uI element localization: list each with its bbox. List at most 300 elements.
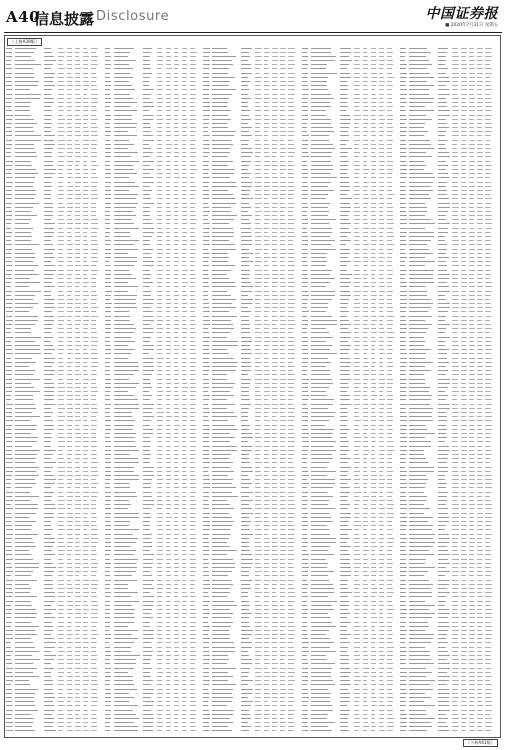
table-cell bbox=[67, 684, 72, 685]
table-cell bbox=[182, 228, 186, 229]
table-cell bbox=[44, 228, 54, 229]
table-cell bbox=[6, 207, 11, 208]
table-cell bbox=[105, 622, 111, 623]
table-cell bbox=[166, 487, 171, 488]
table-cell bbox=[15, 609, 36, 610]
table-cell bbox=[190, 534, 197, 535]
table-cell bbox=[67, 316, 72, 317]
table-cell bbox=[6, 148, 11, 149]
table-cell bbox=[15, 320, 38, 321]
table-cell bbox=[272, 379, 277, 380]
table-cell bbox=[6, 77, 11, 78]
table-cell bbox=[58, 173, 63, 174]
table-cell bbox=[363, 169, 369, 170]
table-cell bbox=[143, 642, 152, 643]
table-cell bbox=[44, 705, 54, 706]
table-cell bbox=[190, 81, 197, 82]
table-cell bbox=[212, 454, 230, 455]
table-cell bbox=[105, 458, 110, 459]
table-cell bbox=[105, 140, 110, 141]
table-cell bbox=[280, 425, 285, 426]
table-cell bbox=[83, 492, 89, 493]
table-cell bbox=[75, 295, 80, 296]
table-cell bbox=[354, 236, 360, 237]
table-cell bbox=[387, 232, 393, 233]
table-cell bbox=[58, 282, 64, 283]
table-cell bbox=[371, 98, 377, 99]
table-cell bbox=[354, 48, 361, 49]
table-cell bbox=[15, 676, 39, 677]
table-cell bbox=[143, 487, 151, 488]
table-cell bbox=[166, 85, 172, 86]
table-cell bbox=[280, 194, 285, 195]
table-cell bbox=[288, 60, 294, 61]
table-cell bbox=[91, 651, 96, 652]
table-cell bbox=[91, 638, 96, 639]
table-cell bbox=[272, 601, 277, 602]
table-cell bbox=[83, 207, 88, 208]
table-cell bbox=[44, 542, 55, 543]
table-cell bbox=[174, 379, 178, 380]
table-cell bbox=[182, 135, 187, 136]
table-cell bbox=[264, 395, 270, 396]
table-cell bbox=[114, 64, 130, 65]
table-cell bbox=[241, 454, 249, 455]
table-cell bbox=[58, 345, 64, 346]
table-cell bbox=[67, 102, 72, 103]
table-cell bbox=[311, 303, 329, 304]
table-cell bbox=[190, 622, 196, 623]
table-cell bbox=[75, 73, 80, 74]
table-cell bbox=[280, 77, 285, 78]
table-cell bbox=[15, 295, 35, 296]
table-cell bbox=[174, 332, 179, 333]
table-cell bbox=[83, 94, 87, 95]
table-cell bbox=[166, 291, 171, 292]
table-cell bbox=[272, 156, 276, 157]
table-cell bbox=[311, 106, 332, 107]
table-cell bbox=[75, 282, 80, 283]
table-cell bbox=[340, 299, 349, 300]
table-cell bbox=[212, 207, 231, 208]
table-cell bbox=[91, 693, 97, 694]
table-cell bbox=[15, 580, 37, 581]
table-cell bbox=[83, 165, 87, 166]
table-cell bbox=[311, 228, 333, 229]
table-cell bbox=[354, 186, 360, 187]
table-cell bbox=[174, 529, 179, 530]
issue-date: ■ 2020年7月31日 星期五 bbox=[445, 23, 498, 28]
table-cell bbox=[354, 77, 361, 78]
table-cell bbox=[288, 575, 294, 576]
table-cell bbox=[83, 529, 87, 530]
table-cell bbox=[288, 265, 295, 266]
table-cell bbox=[105, 416, 111, 417]
table-cell bbox=[58, 550, 65, 551]
table-cell bbox=[241, 642, 252, 643]
table-cell bbox=[272, 274, 278, 275]
table-cell bbox=[212, 425, 235, 426]
table-cell bbox=[6, 441, 12, 442]
table-cell bbox=[83, 634, 87, 635]
table-cell bbox=[143, 98, 150, 99]
table-cell bbox=[15, 475, 39, 476]
table-cell bbox=[157, 282, 163, 283]
table-cell bbox=[114, 672, 129, 673]
table-cell bbox=[190, 684, 196, 685]
table-cell bbox=[288, 303, 295, 304]
table-cell bbox=[264, 316, 268, 317]
table-cell bbox=[143, 571, 151, 572]
table-cell bbox=[203, 48, 210, 49]
table-cell bbox=[190, 655, 196, 656]
table-cell bbox=[83, 487, 89, 488]
table-cell bbox=[15, 379, 40, 380]
table-cell bbox=[105, 349, 112, 350]
table-cell bbox=[114, 513, 140, 514]
table-cell bbox=[83, 52, 88, 53]
table-cell bbox=[15, 550, 29, 551]
table-cell bbox=[203, 135, 210, 136]
table-cell bbox=[15, 56, 31, 57]
table-cell bbox=[255, 630, 261, 631]
table-cell bbox=[91, 404, 97, 405]
table-cell bbox=[203, 182, 209, 183]
table-cell bbox=[272, 102, 278, 103]
table-cell bbox=[83, 626, 87, 627]
table-cell bbox=[6, 655, 11, 656]
table-cell bbox=[157, 295, 162, 296]
table-cell bbox=[143, 659, 151, 660]
table-cell bbox=[83, 588, 88, 589]
table-cell bbox=[340, 98, 349, 99]
table-cell bbox=[15, 404, 35, 405]
table-cell bbox=[288, 110, 295, 111]
table-cell bbox=[174, 580, 180, 581]
table-cell bbox=[203, 663, 209, 664]
table-cell bbox=[174, 404, 180, 405]
table-cell bbox=[212, 286, 236, 287]
table-cell bbox=[143, 169, 155, 170]
table-cell bbox=[174, 110, 180, 111]
table-cell bbox=[114, 85, 132, 86]
table-cell bbox=[272, 718, 277, 719]
table-cell bbox=[91, 617, 98, 618]
table-cell bbox=[288, 580, 294, 581]
table-cell bbox=[67, 580, 71, 581]
table-cell bbox=[15, 186, 33, 187]
table-cell bbox=[75, 433, 81, 434]
table-cell bbox=[387, 173, 392, 174]
table-cell bbox=[83, 257, 87, 258]
table-cell bbox=[44, 659, 54, 660]
table-cell bbox=[83, 270, 88, 271]
table-cell bbox=[255, 689, 261, 690]
table-cell bbox=[255, 387, 260, 388]
table-cell bbox=[182, 433, 187, 434]
table-cell bbox=[166, 228, 171, 229]
table-cell bbox=[91, 353, 98, 354]
table-cell bbox=[15, 483, 36, 484]
table-cell bbox=[379, 198, 384, 199]
table-cell bbox=[15, 622, 31, 623]
table-cell bbox=[212, 626, 231, 627]
table-cell bbox=[75, 98, 81, 99]
table-cell bbox=[354, 182, 359, 183]
table-cell bbox=[288, 475, 295, 476]
table-cell bbox=[272, 140, 278, 141]
table-cell bbox=[6, 249, 12, 250]
table-cell bbox=[264, 165, 270, 166]
table-cell bbox=[288, 697, 294, 698]
table-cell bbox=[6, 395, 11, 396]
table-cell bbox=[255, 563, 260, 564]
table-cell bbox=[190, 638, 196, 639]
table-cell bbox=[143, 115, 153, 116]
table-cell bbox=[264, 479, 270, 480]
table-cell bbox=[255, 232, 261, 233]
table-cell bbox=[75, 374, 81, 375]
table-cell bbox=[311, 265, 327, 266]
table-cell bbox=[67, 215, 71, 216]
table-cell bbox=[75, 588, 80, 589]
table-cell bbox=[44, 605, 51, 606]
table-cell bbox=[174, 265, 178, 266]
table-cell bbox=[166, 521, 170, 522]
table-cell bbox=[280, 244, 284, 245]
table-cell bbox=[174, 609, 179, 610]
table-cell bbox=[264, 420, 270, 421]
table-cell bbox=[143, 320, 155, 321]
table-cell bbox=[241, 697, 248, 698]
table-cell bbox=[91, 140, 97, 141]
table-cell bbox=[190, 697, 196, 698]
table-cell bbox=[166, 236, 171, 237]
table-cell bbox=[15, 140, 41, 141]
table-cell bbox=[15, 366, 29, 367]
table-cell bbox=[58, 647, 63, 648]
table-cell bbox=[58, 534, 63, 535]
table-cell bbox=[255, 446, 262, 447]
table-cell bbox=[58, 119, 65, 120]
table-cell bbox=[6, 647, 11, 648]
table-cell bbox=[157, 52, 162, 53]
table-cell bbox=[182, 693, 187, 694]
table-cell bbox=[203, 450, 209, 451]
table-cell bbox=[157, 554, 163, 555]
table-cell bbox=[264, 626, 268, 627]
table-cell bbox=[387, 135, 393, 136]
table-cell bbox=[387, 215, 393, 216]
table-cell bbox=[255, 77, 262, 78]
table-cell bbox=[67, 588, 73, 589]
table-cell bbox=[363, 232, 368, 233]
table-cell bbox=[379, 291, 385, 292]
table-cell bbox=[58, 680, 64, 681]
table-cell bbox=[354, 265, 359, 266]
table-cell bbox=[157, 441, 162, 442]
table-cell bbox=[44, 693, 54, 694]
table-cell bbox=[83, 668, 88, 669]
table-cell bbox=[157, 642, 164, 643]
table-cell bbox=[114, 261, 137, 262]
table-cell bbox=[203, 270, 208, 271]
table-cell bbox=[114, 479, 139, 480]
table-cell bbox=[75, 416, 80, 417]
table-cell bbox=[114, 546, 131, 547]
table-cell bbox=[255, 278, 262, 279]
table-cell bbox=[174, 56, 178, 57]
table-cell bbox=[203, 223, 210, 224]
table-cell bbox=[280, 517, 285, 518]
table-cell bbox=[15, 680, 29, 681]
table-cell bbox=[166, 462, 172, 463]
table-cell bbox=[354, 215, 360, 216]
table-cell bbox=[255, 274, 262, 275]
table-cell bbox=[174, 538, 179, 539]
table-cell bbox=[114, 232, 130, 233]
table-cell bbox=[174, 642, 179, 643]
table-cell bbox=[203, 408, 209, 409]
table-cell bbox=[190, 659, 196, 660]
table-cell bbox=[241, 89, 249, 90]
table-cell bbox=[280, 592, 285, 593]
table-cell bbox=[280, 391, 285, 392]
table-cell bbox=[340, 165, 348, 166]
table-cell bbox=[190, 358, 197, 359]
table-cell bbox=[75, 575, 79, 576]
table-cell bbox=[83, 617, 88, 618]
table-cell bbox=[6, 659, 11, 660]
table-cell bbox=[174, 98, 180, 99]
table-cell bbox=[272, 337, 277, 338]
table-cell bbox=[75, 605, 80, 606]
table-cell bbox=[15, 106, 30, 107]
table-cell bbox=[83, 295, 89, 296]
table-cell bbox=[15, 253, 35, 254]
table-cell bbox=[114, 366, 140, 367]
table-cell bbox=[44, 609, 56, 610]
table-cell bbox=[255, 115, 261, 116]
table-cell bbox=[203, 123, 209, 124]
table-cell bbox=[6, 270, 12, 271]
table-cell bbox=[255, 668, 262, 669]
table-cell bbox=[157, 467, 164, 468]
table-cell bbox=[311, 215, 328, 216]
table-cell bbox=[91, 131, 97, 132]
table-cell bbox=[371, 56, 376, 57]
table-cell bbox=[182, 362, 188, 363]
table-cell bbox=[166, 362, 171, 363]
table-cell bbox=[241, 362, 251, 363]
table-cell bbox=[182, 492, 187, 493]
table-cell bbox=[83, 513, 88, 514]
table-cell bbox=[6, 504, 11, 505]
table-cell bbox=[44, 165, 53, 166]
table-cell bbox=[174, 127, 178, 128]
table-cell bbox=[241, 328, 250, 329]
table-cell bbox=[44, 701, 53, 702]
table-cell bbox=[203, 588, 210, 589]
table-cell bbox=[166, 467, 171, 468]
table-cell bbox=[264, 135, 268, 136]
table-cell bbox=[114, 144, 135, 145]
table-cell bbox=[363, 89, 369, 90]
table-cell bbox=[387, 110, 392, 111]
table-cell bbox=[15, 408, 36, 409]
table-cell bbox=[241, 605, 249, 606]
table-cell bbox=[212, 324, 233, 325]
table-cell bbox=[15, 446, 32, 447]
table-cell bbox=[58, 387, 65, 388]
table-cell bbox=[203, 244, 210, 245]
table-cell bbox=[15, 525, 32, 526]
table-cell bbox=[212, 332, 230, 333]
table-cell bbox=[67, 479, 72, 480]
table-cell bbox=[157, 161, 164, 162]
table-cell bbox=[157, 207, 163, 208]
table-cell bbox=[91, 433, 96, 434]
table-cell bbox=[174, 567, 179, 568]
table-cell bbox=[174, 215, 178, 216]
table-cell bbox=[67, 693, 73, 694]
table-cell bbox=[143, 110, 150, 111]
table-cell bbox=[212, 542, 227, 543]
table-cell bbox=[6, 638, 13, 639]
table-cell bbox=[241, 467, 252, 468]
table-cell bbox=[241, 73, 252, 74]
table-cell bbox=[174, 596, 179, 597]
table-cell bbox=[302, 299, 308, 300]
table-cell bbox=[58, 186, 63, 187]
table-cell bbox=[311, 85, 327, 86]
table-cell bbox=[58, 701, 64, 702]
table-cell bbox=[44, 203, 53, 204]
table-cell bbox=[91, 429, 96, 430]
table-cell bbox=[255, 416, 261, 417]
table-cell bbox=[354, 207, 361, 208]
table-cell bbox=[288, 119, 294, 120]
table-cell bbox=[143, 496, 152, 497]
table-cell bbox=[241, 441, 248, 442]
table-cell bbox=[288, 177, 294, 178]
table-cell bbox=[255, 89, 261, 90]
table-cell bbox=[190, 182, 196, 183]
table-cell bbox=[363, 249, 368, 250]
table-cell bbox=[114, 580, 138, 581]
table-cell bbox=[241, 567, 251, 568]
table-cell bbox=[15, 207, 33, 208]
table-cell bbox=[255, 282, 262, 283]
table-cell bbox=[67, 622, 72, 623]
table-cell bbox=[58, 655, 63, 656]
table-cell bbox=[354, 177, 359, 178]
table-cell bbox=[67, 538, 73, 539]
table-column bbox=[302, 46, 396, 734]
table-cell bbox=[280, 232, 285, 233]
table-cell bbox=[67, 404, 72, 405]
table-cell bbox=[143, 60, 150, 61]
table-cell bbox=[105, 286, 112, 287]
table-cell bbox=[83, 684, 88, 685]
table-cell bbox=[166, 584, 172, 585]
table-cell bbox=[203, 613, 209, 614]
table-cell bbox=[212, 303, 232, 304]
table-cell bbox=[272, 689, 277, 690]
table-cell bbox=[302, 253, 308, 254]
table-cell bbox=[157, 60, 163, 61]
table-cell bbox=[157, 169, 162, 170]
